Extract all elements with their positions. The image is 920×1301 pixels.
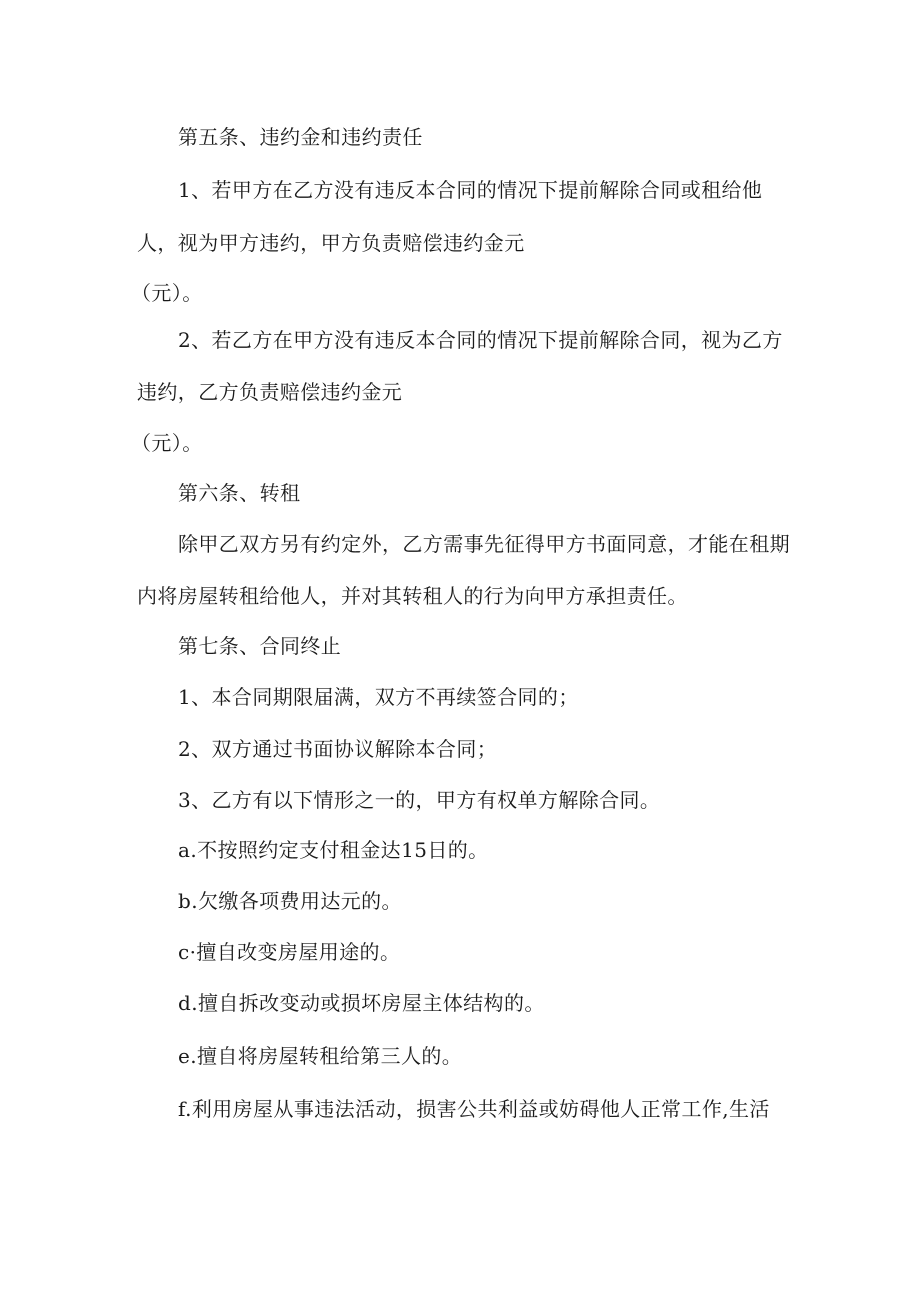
- article-6-body-line-2: 内将房屋转租给他人，并对其转租人的行为向甲方承担责任。: [137, 584, 688, 608]
- article-6-heading: 第六条、转租: [178, 481, 301, 505]
- article-7-item-c: c·擅自改变房屋用途的。: [178, 940, 401, 964]
- article-7-clause-3: 3、乙方有以下情形之一的，甲方有权单方解除合同。: [178, 788, 661, 812]
- article-7-clause-1: 1、本合同期限届满，双方不再续签合同的；: [178, 685, 579, 709]
- article-7-item-f: f.利用房屋从事违法活动，损害公共利益或妨碍他人正常工作,生活: [178, 1097, 770, 1121]
- article-5-clause-1-line-3: （元）。: [131, 281, 203, 305]
- article-7-clause-2: 2、双方通过书面协议解除本合同；: [178, 737, 498, 761]
- article-7-heading: 第七条、合同终止: [178, 634, 342, 658]
- article-5-clause-2-line-1: 2、若乙方在甲方没有违反本合同的情况下提前解除合同，视为乙方: [178, 328, 783, 352]
- article-7-item-b: b.欠缴各项费用达元的。: [178, 889, 402, 913]
- article-7-item-e: e.擅自将房屋转租给第三人的。: [178, 1044, 463, 1068]
- article-5-clause-1-line-1: 1、若甲方在乙方没有违反本合同的情况下提前解除合同或租给他: [178, 178, 763, 202]
- article-5-clause-1-line-2: 人，视为甲方违约，甲方负责赔偿违约金元: [137, 231, 525, 255]
- article-5-clause-2-line-2: 违约，乙方负责赔偿违约金元: [137, 380, 403, 404]
- article-5-clause-2-line-3: （元）。: [131, 431, 203, 455]
- article-7-item-a: a.不按照约定支付租金达15日的。: [178, 838, 489, 862]
- article-5-heading: 第五条、违约金和违约责任: [178, 125, 423, 149]
- article-6-body-line-1: 除甲乙双方另有约定外，乙方需事先征得甲方书面同意，才能在租期: [178, 532, 790, 556]
- article-7-item-d: d.擅自拆改变动或损坏房屋主体结构的。: [178, 991, 545, 1015]
